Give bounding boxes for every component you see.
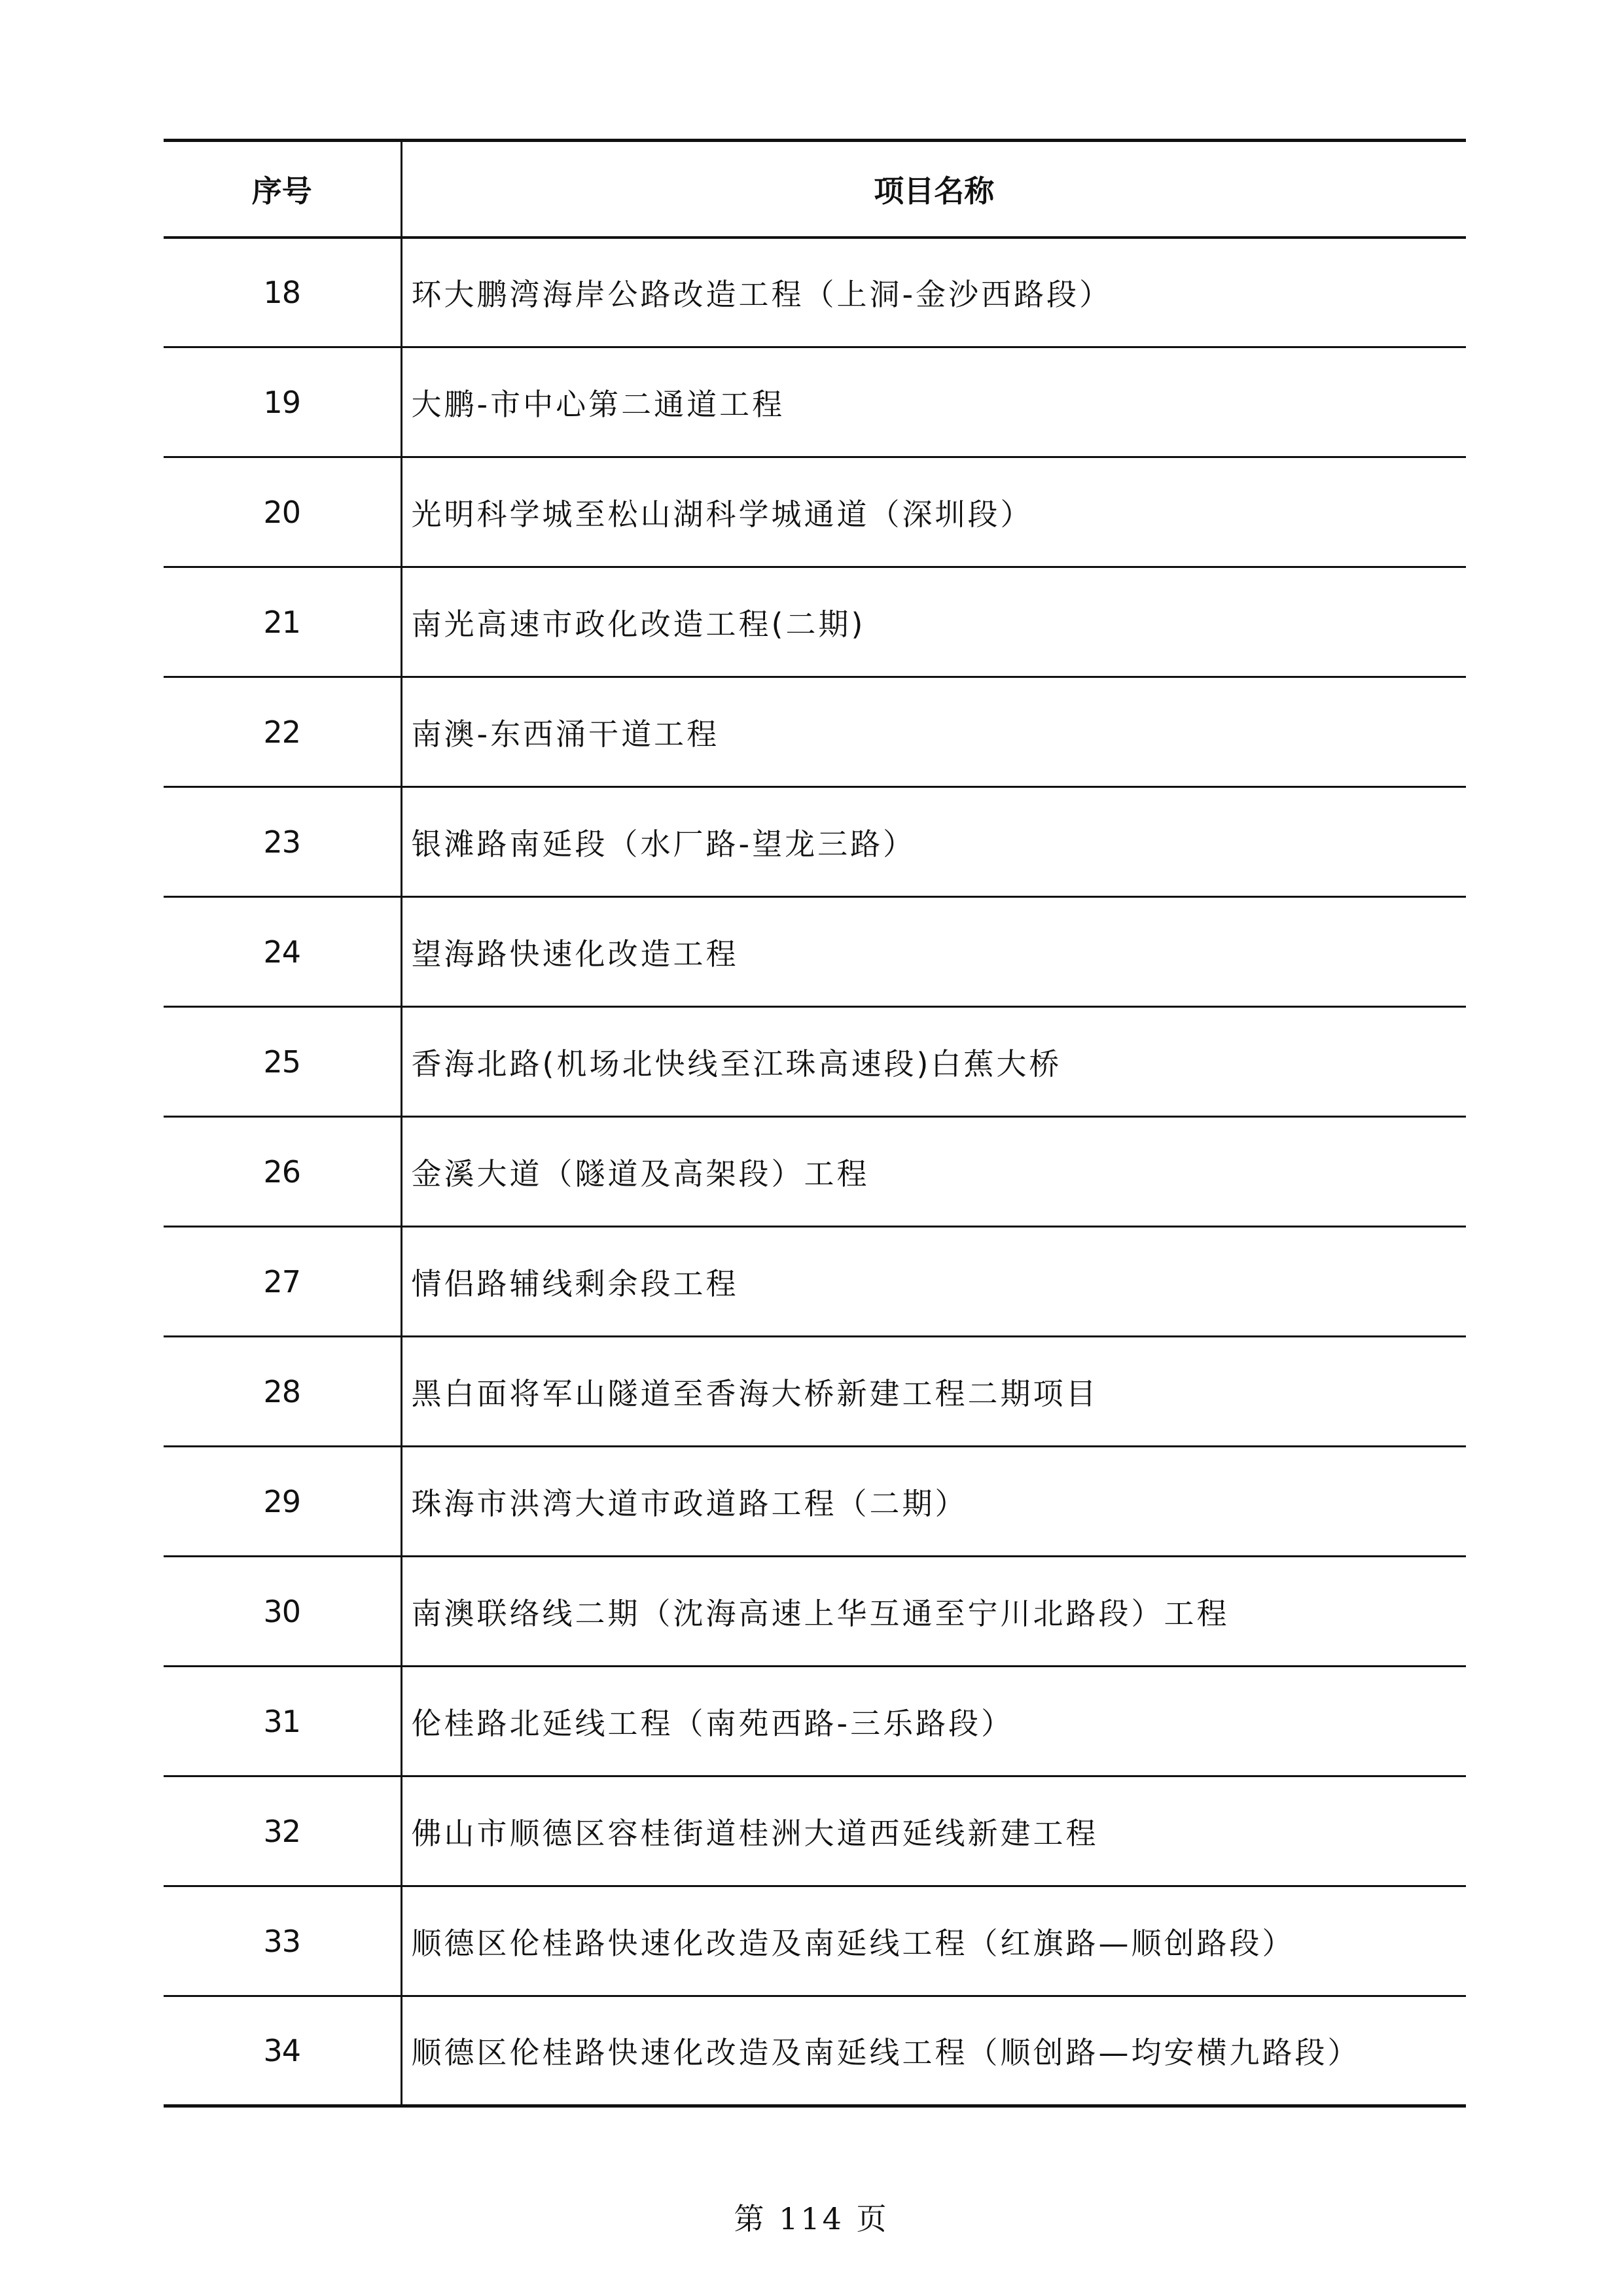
row-project-name: 环大鹏湾海岸公路改造工程（上洞-金沙西路段） — [401, 238, 1466, 347]
row-serial-number: 31 — [164, 1667, 401, 1776]
row-serial-number: 28 — [164, 1337, 401, 1447]
table-row — [164, 238, 1466, 347]
row-serial-number: 27 — [164, 1227, 401, 1337]
header-serial-number: 序号 — [164, 141, 401, 238]
row-project-name: 伦桂路北延线工程（南苑西路-三乐路段） — [401, 1667, 1466, 1776]
row-serial-number: 21 — [164, 567, 401, 677]
row-serial-number: 23 — [164, 787, 401, 897]
header-row — [164, 141, 1466, 238]
row-project-name: 情侣路辅线剩余段工程 — [401, 1227, 1466, 1337]
row-serial-number: 34 — [164, 1996, 401, 2106]
project-table — [164, 139, 1466, 2108]
table-row — [164, 1996, 1466, 2106]
table-row — [164, 1776, 1466, 1886]
row-serial-number: 19 — [164, 347, 401, 457]
row-serial-number: 33 — [164, 1886, 401, 1996]
page-number: 第 114 页 — [734, 2201, 889, 2236]
row-project-name: 黑白面将军山隧道至香海大桥新建工程二期项目 — [401, 1337, 1466, 1447]
table-row — [164, 347, 1466, 457]
table-row — [164, 457, 1466, 567]
table-row — [164, 567, 1466, 677]
row-serial-number: 26 — [164, 1117, 401, 1227]
table-row — [164, 1337, 1466, 1447]
row-project-name: 珠海市洪湾大道市政道路工程（二期） — [401, 1447, 1466, 1557]
row-project-name: 佛山市顺德区容桂街道桂洲大道西延线新建工程 — [401, 1776, 1466, 1886]
row-serial-number: 24 — [164, 897, 401, 1007]
table-row — [164, 1227, 1466, 1337]
table-row — [164, 787, 1466, 897]
table-row — [164, 1557, 1466, 1667]
row-project-name: 南澳-东西涌干道工程 — [401, 677, 1466, 787]
row-serial-number: 20 — [164, 457, 401, 567]
table-row — [164, 1447, 1466, 1557]
table-row — [164, 1886, 1466, 1996]
row-serial-number: 18 — [164, 238, 401, 347]
table-row — [164, 1117, 1466, 1227]
row-project-name: 望海路快速化改造工程 — [401, 897, 1466, 1007]
row-project-name: 金溪大道（隧道及高架段）工程 — [401, 1117, 1466, 1227]
row-serial-number: 22 — [164, 677, 401, 787]
row-serial-number: 29 — [164, 1447, 401, 1557]
row-project-name: 香海北路(机场北快线至江珠高速段)白蕉大桥 — [401, 1007, 1466, 1117]
table-body — [164, 238, 1466, 2106]
row-project-name: 光明科学城至松山湖科学城通道（深圳段） — [401, 457, 1466, 567]
table-row — [164, 677, 1466, 787]
row-serial-number: 32 — [164, 1776, 401, 1886]
table-row — [164, 1667, 1466, 1776]
row-project-name: 大鹏-市中心第二通道工程 — [401, 347, 1466, 457]
table-row — [164, 897, 1466, 1007]
table-header — [164, 141, 1466, 238]
row-project-name: 顺德区伦桂路快速化改造及南延线工程（红旗路—顺创路段） — [401, 1886, 1466, 1996]
table-row — [164, 1007, 1466, 1117]
row-serial-number: 30 — [164, 1557, 401, 1667]
row-project-name: 顺德区伦桂路快速化改造及南延线工程（顺创路—均安横九路段） — [401, 1996, 1466, 2106]
row-project-name: 南光高速市政化改造工程(二期) — [401, 567, 1466, 677]
row-project-name: 南澳联络线二期（沈海高速上华互通至宁川北路段）工程 — [401, 1557, 1466, 1667]
header-project-name: 项目名称 — [401, 141, 1466, 238]
row-serial-number: 25 — [164, 1007, 401, 1117]
row-project-name: 银滩路南延段（水厂路-望龙三路） — [401, 787, 1466, 897]
